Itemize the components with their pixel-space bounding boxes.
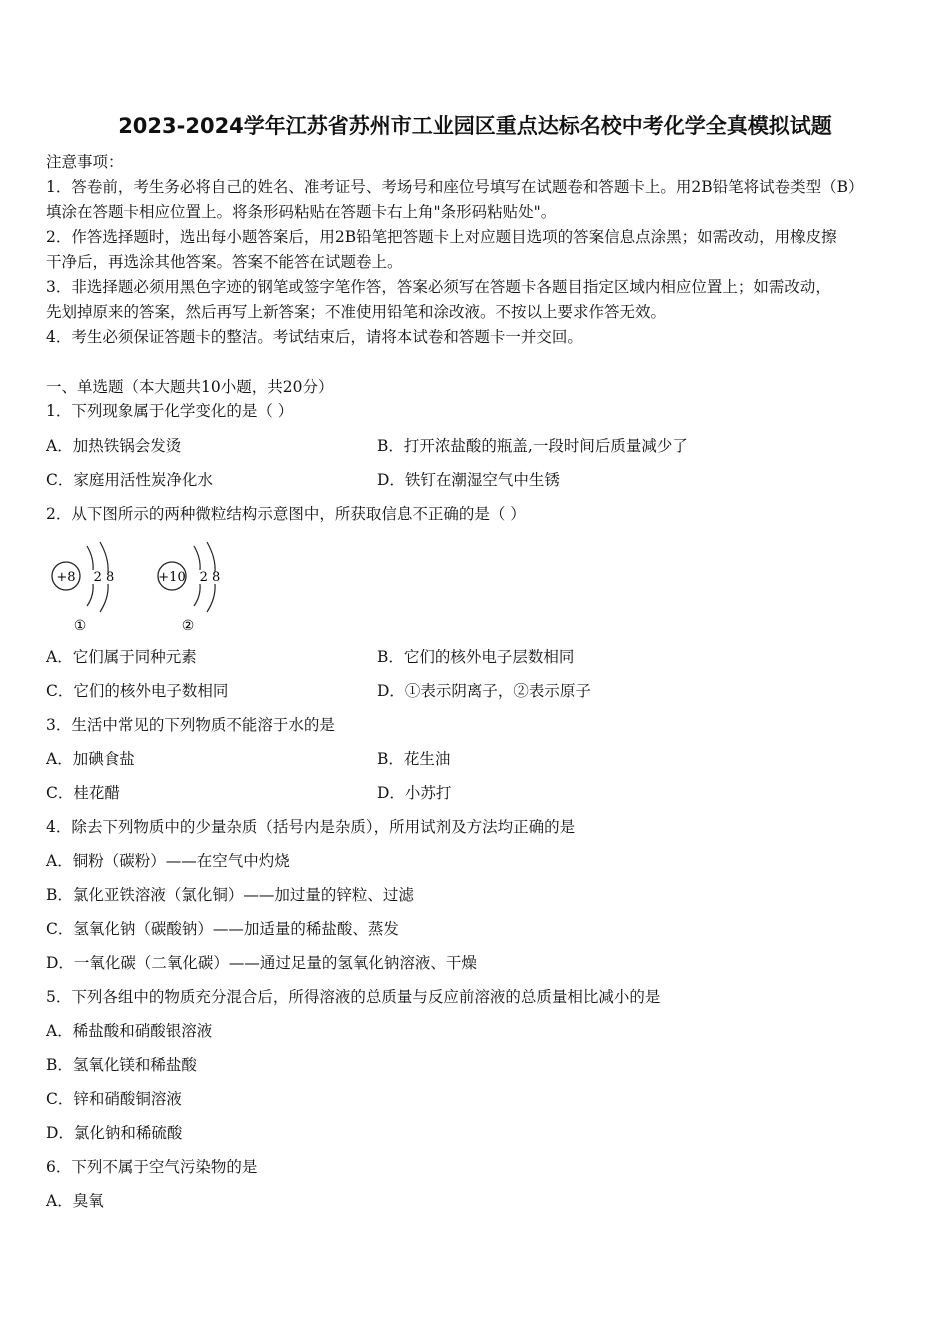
- q3-option-b: B．花生油: [377, 750, 451, 768]
- question-6-stem: 6．下列不属于空气污染物的是: [46, 1158, 258, 1176]
- q5-option-d: D．氯化钠和稀硫酸: [46, 1124, 183, 1142]
- notice-line: 4．考生必须保证答题卡的整洁。考试结束后，请将本试卷和答题卡一并交回。: [46, 328, 583, 346]
- page-title: 2023-2024学年江苏省苏州市工业园区重点达标名校中考化学全真模拟试题: [118, 114, 832, 138]
- atom-2-diagram: [158, 542, 220, 634]
- q1-option-a: A．加热铁锅会发烫: [46, 437, 182, 455]
- q4-option-b: B．氯化亚铁溶液（氯化铜）——加过量的锌粒、过滤: [46, 886, 414, 904]
- question-4-stem: 4．除去下列物质中的少量杂质（括号内是杂质），所用试剂及方法均正确的是: [46, 818, 576, 836]
- q1-option-d: D．铁钉在潮湿空气中生锈: [377, 471, 560, 489]
- electron-shells: 2 8: [199, 570, 221, 585]
- notice-heading: 注意事项：: [46, 153, 124, 171]
- atom-1-diagram: [52, 542, 114, 634]
- q5-option-b: B．氢氧化镁和稀盐酸: [46, 1056, 197, 1074]
- question-2-stem: 2．从下图所示的两种微粒结构示意图中，所获取信息不正确的是（ ）: [46, 505, 526, 523]
- q5-option-c: C．锌和硝酸铜溶液: [46, 1090, 182, 1108]
- diagram-label: ②: [181, 618, 195, 634]
- q6-option-a: A．臭氧: [46, 1192, 104, 1210]
- q2-option-a: A．它们属于同种元素: [46, 648, 197, 666]
- question-3-stem: 3．生活中常见的下列物质不能溶于水的是: [46, 716, 335, 734]
- q3-option-c: C．桂花醋: [46, 784, 120, 802]
- notice-line: 干净后，再选涂其他答案。答案不能答在试题卷上。: [46, 253, 403, 271]
- diagram-label: ①: [73, 618, 87, 634]
- q5-option-a: A．稀盐酸和硝酸银溶液: [46, 1022, 213, 1040]
- q4-option-a: A．铜粉（碳粉）——在空气中灼烧: [46, 852, 290, 870]
- q3-option-d: D．小苏打: [377, 784, 452, 802]
- electron-shells: 2 8: [93, 570, 115, 585]
- q1-option-b: B．打开浓盐酸的瓶盖,一段时间后质量减少了: [377, 437, 688, 455]
- q3-option-a: A．加碘食盐: [46, 750, 135, 768]
- notice-line: 1．答卷前，考生务必将自己的姓名、准考证号、考场号和座位号填写在试题卷和答题卡上。用2B铅笔将试卷类型（B）: [46, 178, 864, 196]
- nucleus-charge: +10: [158, 570, 186, 585]
- q4-option-d: D．一氧化碳（二氧化碳）——通过足量的氢氧化钠溶液、干燥: [46, 954, 477, 972]
- nucleus-charge: +8: [56, 570, 76, 585]
- particle-structure-diagram: [44, 540, 244, 636]
- question-5-stem: 5．下列各组中的物质充分混合后，所得溶液的总质量与反应前溶液的总质量相比减小的是: [46, 988, 661, 1006]
- q4-option-c: C．氢氧化钠（碳酸钠）——加适量的稀盐酸、蒸发: [46, 920, 399, 938]
- question-1-stem: 1．下列现象属于化学变化的是（ ）: [46, 402, 294, 420]
- q2-option-d: D．①表示阴离子，②表示原子: [377, 682, 591, 700]
- notice-line: 填涂在答题卡相应位置上。将条形码粘贴在答题卡右上角"条形码粘贴处"。: [46, 203, 557, 221]
- q2-option-c: C．它们的核外电子数相同: [46, 682, 229, 700]
- q1-option-c: C．家庭用活性炭净化水: [46, 471, 213, 489]
- section-heading: 一、单选题（本大题共10小题，共20分）: [46, 378, 334, 396]
- notice-line: 3．非选择题必须用黑色字迹的钢笔或签字笔作答，答案必须写在答题卡各题目指定区域内相应位置上；如需改动，: [46, 278, 831, 296]
- notice-line: 2．作答选择题时，选出每小题答案后，用2B铅笔把答题卡上对应题目选项的答案信息点涂黑；如需改动，用橡皮擦: [46, 228, 837, 246]
- q2-option-b: B．它们的核外电子层数相同: [377, 648, 575, 666]
- notice-line: 先划掉原来的答案，然后再写上新答案；不准使用铅笔和涂改液。不按以上要求作答无效。: [46, 303, 667, 321]
